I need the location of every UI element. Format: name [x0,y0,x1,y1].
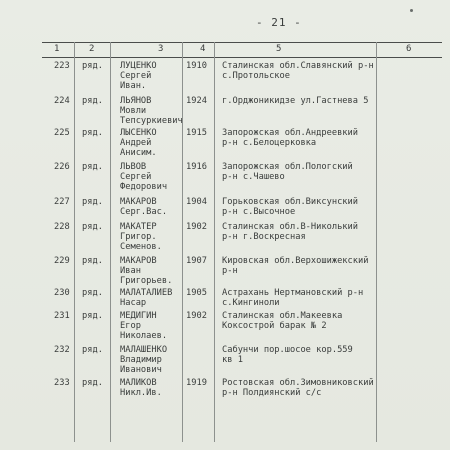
column-header-2: 2 [89,44,95,54]
birth-year: 1902 [186,222,207,232]
birth-year: 1905 [186,288,207,298]
full-name: МАКАРОВ Серг.Вас. [120,197,168,217]
birth-year: 1910 [186,61,207,71]
page-number: - 21 - [256,16,302,29]
row-number: 232 [54,345,70,355]
address: Кировская обл.Верхошижекский р-н [222,256,369,276]
full-name: МЕДИГИН Егор Николаев. [120,311,168,341]
address: Запорожская обл.Андреевкий р-н с.Белоцерковка [222,128,358,148]
address: Сабунчи пор.шосое кор.559 кв 1 [222,345,353,365]
birth-year: 1907 [186,256,207,266]
row-number: 228 [54,222,70,232]
full-name: МАКАРОВ Иван Григорьев. [120,256,173,286]
rank: ряд. [82,345,103,355]
row-number: 226 [54,162,70,172]
column-header-3: 3 [158,44,164,54]
rank: ряд. [82,378,103,388]
rank: ряд. [82,222,103,232]
row-number: 231 [54,311,70,321]
rank: ряд. [82,197,103,207]
column-header-4: 4 [200,44,206,54]
full-name: МАЛАТАЛИЕВ Насар [120,288,173,308]
birth-year: 1915 [186,128,207,138]
full-name: ЛЬЯНОВ Мовли Тепсуркиевич [120,96,183,126]
row-number: 227 [54,197,70,207]
full-name: ЛУЦЕНКО Сергей Иван. [120,61,157,91]
rank: ряд. [82,288,103,298]
rank: ряд. [82,162,103,172]
address: Сталинская обл.Славянский р-н с.Протольское [222,61,374,81]
table-row [0,162,450,202]
rank: ряд. [82,256,103,266]
address: г.Орджоникидзе ул.Гастнева 5 [222,96,369,106]
birth-year: 1904 [186,197,207,207]
column-header-6: 6 [406,44,412,54]
address: Сталинская обл.Макеевка Коксострой барак № 2 [222,311,343,331]
birth-year: 1924 [186,96,207,106]
full-name: ЛЫСЕНКО Андрей Анисим. [120,128,157,158]
row-number: 233 [54,378,70,388]
rank: ряд. [82,311,103,321]
row-number: 225 [54,128,70,138]
address: Горьковская обл.Виксунский р-н с.Высочное [222,197,358,217]
address: Запорожская обл.Пологский р-н с.Чашево [222,162,353,182]
rank: ряд. [82,128,103,138]
full-name: ЛЬВОВ Сергей Федорович [120,162,168,192]
column-header-5: 5 [276,44,282,54]
row-number: 224 [54,96,70,106]
birth-year: 1902 [186,311,207,321]
rank: ряд. [82,96,103,106]
full-name: МАЛАШЕНКО Владимир Иванович [120,345,168,375]
table-row [0,378,450,418]
rank: ряд. [82,61,103,71]
row-number: 230 [54,288,70,298]
row-number: 223 [54,61,70,71]
birth-year: 1916 [186,162,207,172]
address: Ростовская обл.Зимовниковский р-н Полдиянский с/с [222,378,374,398]
column-header-1: 1 [54,44,60,54]
full-name: МАКАТЕР Григор. Семенов. [120,222,162,252]
birth-year: 1919 [186,378,207,388]
row-number: 229 [54,256,70,266]
address: Сталинская обл.В-Николький р-н г.Воскресная [222,222,358,242]
table-row [0,61,450,101]
full-name: МАЛИКОВ Никл.Ив. [120,378,162,398]
address: Астрахань Нертмановский р-н с.Кингиноли [222,288,364,308]
